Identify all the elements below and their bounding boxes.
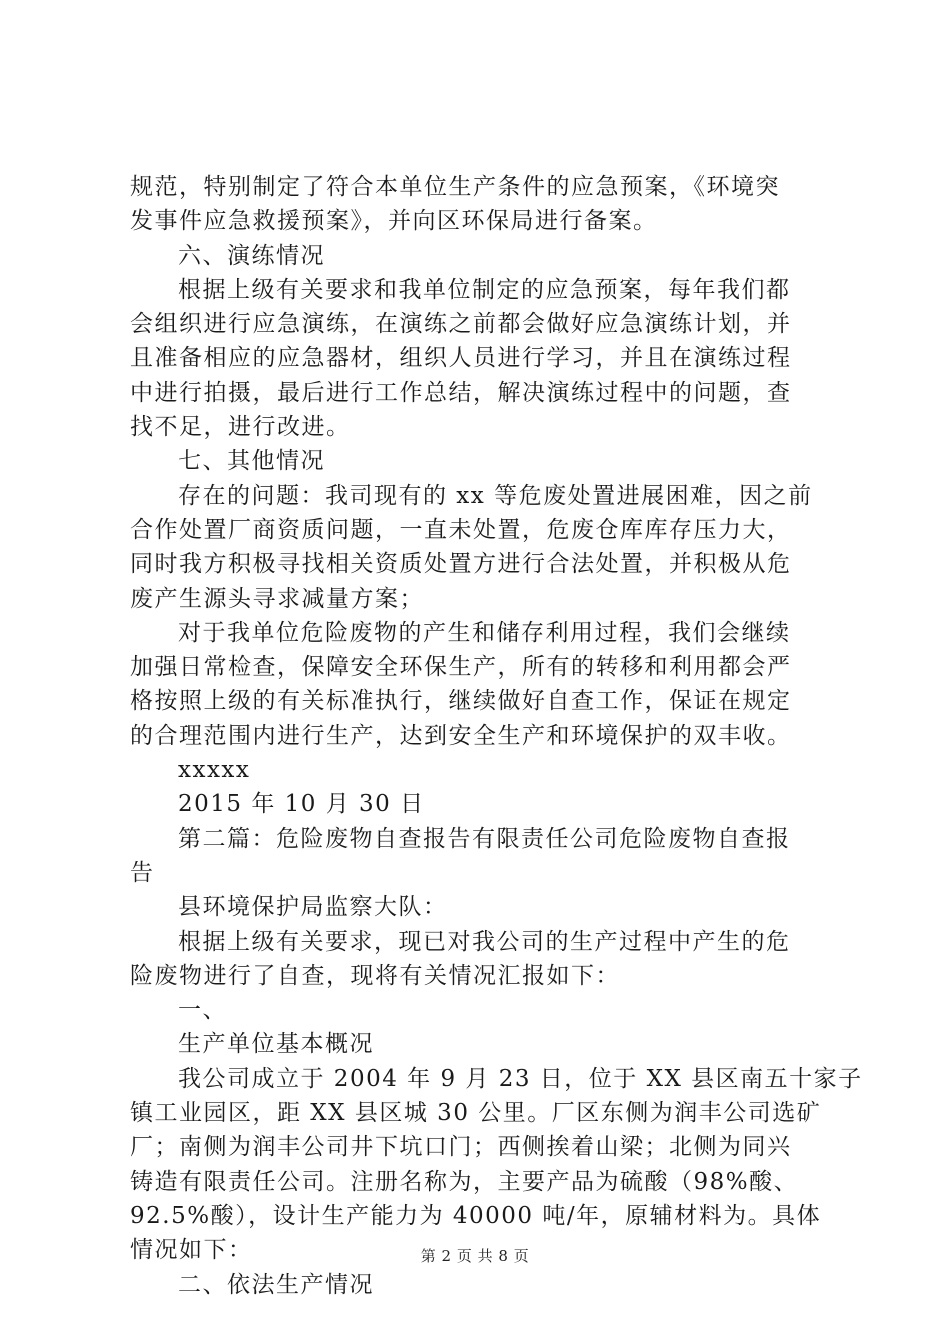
page-footer: 第 2 页 共 8 页 [420, 1247, 530, 1265]
text-line: xxxxx [178, 757, 251, 784]
text-line: 根据上级有关要求和我单位制定的应急预案，每年我们都 [178, 276, 791, 303]
text-line: 废产生源头寻求减量方案； [130, 585, 424, 612]
document-body [130, 170, 863, 1302]
text-line: 二、依法生产情况 [178, 1271, 374, 1298]
text-line: 对于我单位危险废物的产生和储存利用过程，我们会继续 [178, 619, 791, 646]
text-line: 发事件应急救援预案》，并向区环保局进行备案。 [130, 208, 658, 235]
text-line: 找不足，进行改进。 [130, 414, 351, 441]
text-line: 铸造有限责任公司。注册名称为，主要产品为硫酸（98%酸、 [130, 1168, 799, 1195]
text-line: 规范，特别制定了符合本单位生产条件的应急预案，《环境突 [130, 174, 780, 200]
text-line: 七、其他情况 [178, 448, 325, 475]
text-line: 中进行拍摄，最后进行工作总结，解决演练过程中的问题，查 [130, 379, 792, 406]
text-line: 合作处置厂商资质问题，一直未处置，危废仓库库存压力大， [130, 516, 792, 543]
text-line: 的合理范围内进行生产，达到安全生产和环境保护的双丰收。 [130, 722, 792, 749]
text-line: 一、 [178, 997, 227, 1024]
text-line: 根据上级有关要求，现已对我公司的生产过程中产生的危 [178, 928, 791, 955]
text-line: 加强日常检查，保障安全环保生产，所有的转移和利用都会严 [130, 654, 792, 681]
text-line: 六、演练情况 [178, 242, 325, 269]
text-line: 我公司成立于 2004 年 9 月 23 日，位于 XX 县区南五十家子 [178, 1065, 863, 1092]
text-line: 92.5%酸），设计生产能力为 40000 吨/年，原辅材料为。具体 [130, 1202, 822, 1229]
text-line: 2015 年 10 月 30 日 [178, 791, 425, 818]
text-line: 险废物进行了自查，现将有关情况汇报如下： [130, 962, 620, 989]
text-line: 且准备相应的应急器材，组织人员进行学习，并且在演练过程 [130, 345, 792, 372]
text-line: 县环境保护局监察大队： [178, 894, 448, 921]
text-line: 第二篇：危险废物自查报告有限责任公司危险废物自查报 [178, 825, 791, 852]
text-line: 格按照上级的有关标准执行，继续做好自查工作，保证在规定 [130, 688, 792, 715]
text-line: 生产单位基本概况 [178, 1031, 374, 1058]
text-line: 告 [130, 859, 155, 886]
text-line: 存在的问题：我司现有的 xx 等危废处置进展困难，因之前 [178, 482, 813, 509]
text-line: 情况如下： [130, 1237, 253, 1264]
text-line: 厂；南侧为润丰公司井下坑口门；西侧挨着山梁；北侧为同兴 [130, 1134, 792, 1161]
text-line: 同时我方积极寻找相关资质处置方进行合法处置，并积极从危 [130, 551, 792, 578]
text-line: 会组织进行应急演练，在演练之前都会做好应急演练计划，并 [130, 311, 792, 338]
text-line: 镇工业园区，距 XX 县区城 30 公里。厂区东侧为润丰公司选矿 [130, 1100, 822, 1127]
